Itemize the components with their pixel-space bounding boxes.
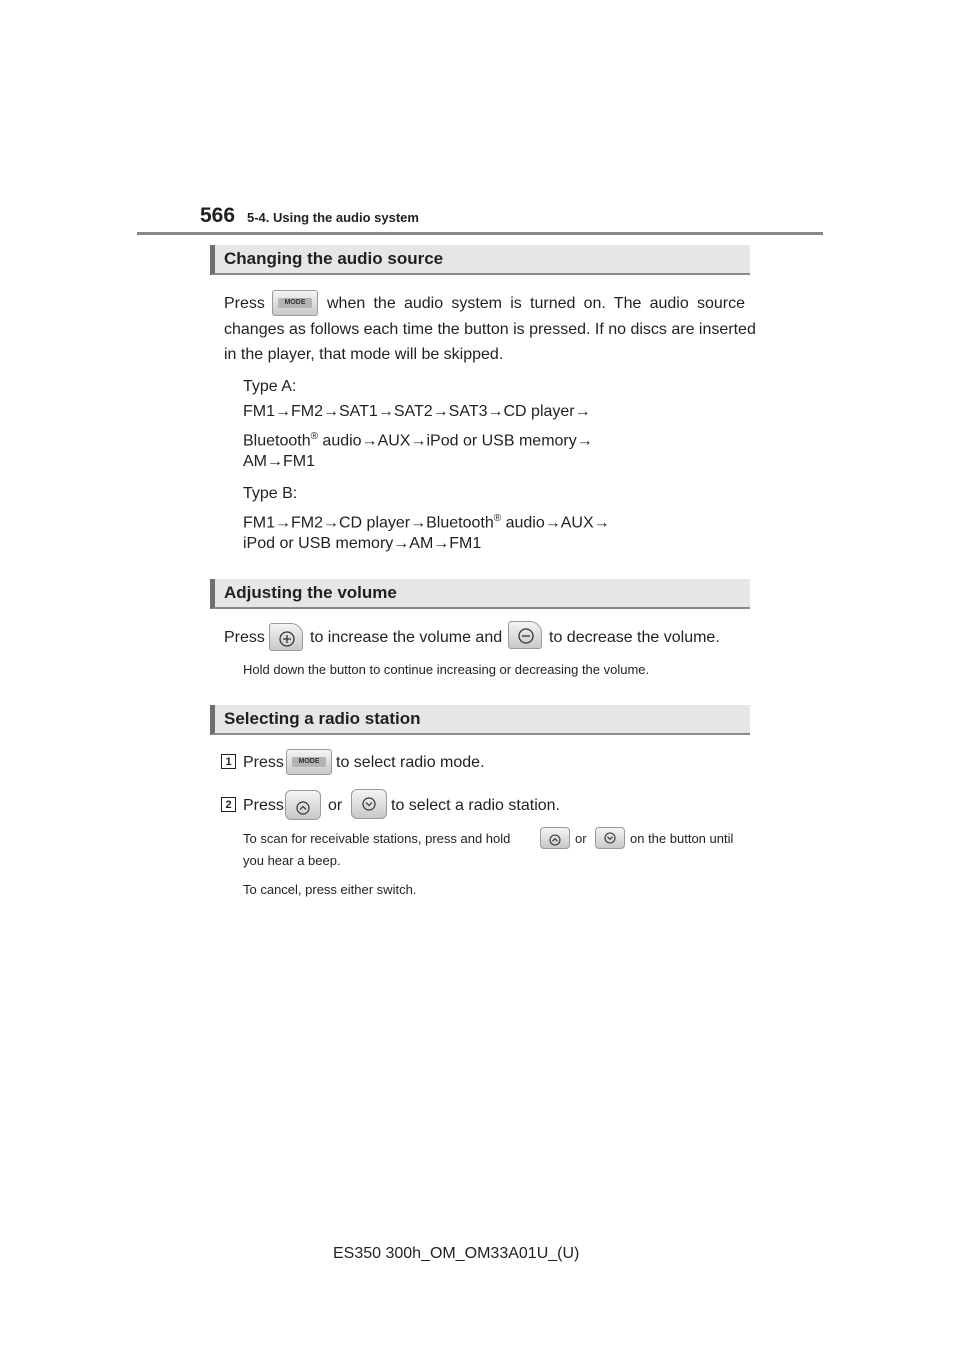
section-title: Changing the audio source [224,249,444,268]
step2-text: to select a radio station. [391,797,560,814]
mode-button-icon: MODE [286,749,332,775]
header-rule [137,232,823,235]
step-number-1: 1 [221,754,236,769]
volume-text-decrease: to decrease the volume. [549,629,720,646]
type-a-sequence-1: FM1→FM2→SAT1→SAT2→SAT3→CD player→ [243,403,591,420]
source-line1: when the audio system is turned on. The audio source [327,295,745,312]
radio-note-1c: on the button until [630,831,734,846]
step2-or-text: or [328,797,343,814]
source-line3: in the player, that mode will be skipped. [224,346,504,363]
section-heading-radio [210,705,750,735]
volume-text-increase: to increase the volume and [310,629,503,646]
type-a-label: Type A: [243,378,297,395]
type-b-label: Type B: [243,485,298,502]
volume-down-icon [508,621,542,649]
volume-up-icon [269,623,303,651]
step1-press-text: Press [243,754,284,771]
source-line2: changes as follows each time the button is pressed. If no discs are inserted [224,321,756,338]
type-b-sequence-2: iPod or USB memory→AM→FM1 [243,535,482,552]
volume-note: Hold down the button to continue increasing or decreasing the volume. [243,662,650,677]
section-title: Selecting a radio station [224,709,421,728]
radio-note-or: or [575,831,587,846]
mode-button-icon: MODE [272,290,318,316]
step2-press-text: Press [243,797,284,814]
section-title: Adjusting the volume [224,583,397,602]
volume-press-text: Press [224,629,265,646]
seek-up-icon [540,827,570,849]
page-number: 566 [200,204,236,227]
radio-note-1a: To scan for receivable stations, press and hold [243,831,511,846]
step1-text: to select radio mode. [336,754,485,771]
type-b-sequence-1: FM1→FM2→CD player→Bluetooth® audio→AUX→ [243,513,610,532]
seek-up-icon [285,790,321,820]
radio-note-2: To cancel, press either switch. [243,882,417,897]
document-code: ES350 300h_OM_OM33A01U_(U) [333,1245,580,1262]
type-a-sequence-2: Bluetooth® audio→AUX→iPod or USB memory→ [243,431,593,450]
type-a-sequence-3: AM→FM1 [243,453,315,470]
seek-down-icon [595,827,625,849]
seek-down-icon [351,789,387,819]
section-heading-audio-source [210,245,750,275]
source-press-text: Press [224,295,265,312]
step-number-2: 2 [221,797,236,812]
radio-note-1d: you hear a beep. [243,853,341,868]
chapter-title: 5-4. Using the audio system [247,210,419,225]
section-heading-volume [210,579,750,609]
